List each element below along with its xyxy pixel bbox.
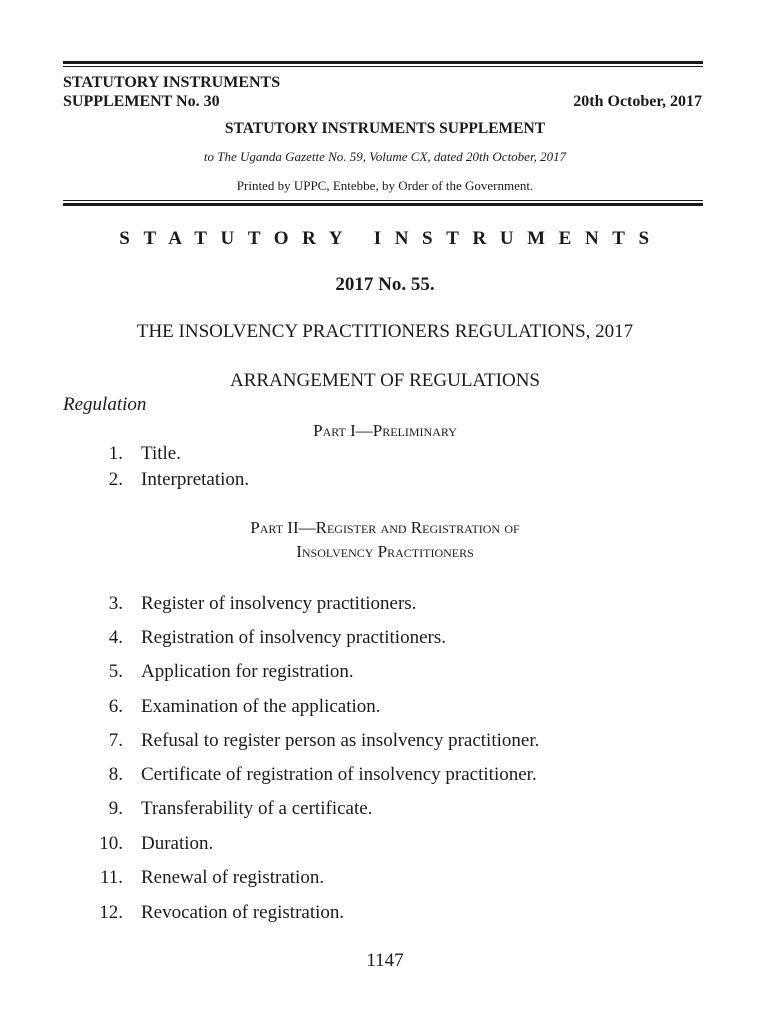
item-number: 12.: [99, 902, 123, 923]
item-number: 10.: [99, 833, 123, 854]
item-text: Revocation of registration.: [141, 902, 345, 923]
supplement-title: STATUTORY INSTRUMENTS SUPPLEMENT: [224, 120, 546, 137]
item-number: 4.: [108, 627, 123, 648]
item-text: Title.: [141, 443, 181, 464]
gazette-reference: to The Uganda Gazette No. 59, Volume CX, dated 20th October, 2017: [203, 149, 567, 164]
item-number: 8.: [108, 764, 123, 785]
item-text: Register of insolvency practitioners.: [141, 593, 417, 614]
item-number: 3.: [108, 593, 123, 614]
item-number: 1.: [108, 443, 123, 464]
item-text: Certificate of registration of insolvency practitioner.: [141, 764, 537, 785]
regulations-title: THE INSOLVENCY PRACTITIONERS REGULATIONS, 2017: [136, 321, 634, 342]
item-number: 9.: [108, 798, 123, 819]
item-text: Interpretation.: [141, 469, 250, 490]
header-date: 20th October, 2017: [573, 93, 702, 110]
arrangement-heading: ARRANGEMENT OF REGULATIONS: [230, 370, 540, 391]
header-rule-thin: [63, 200, 703, 201]
item-text: Examination of the application.: [141, 696, 381, 717]
header-supplement-number: SUPPLEMENT No. 30: [63, 93, 220, 110]
item-number: 11.: [99, 867, 123, 888]
part-1-heading: Part I—Preliminary: [313, 421, 457, 440]
item-text: Registration of insolvency practitioners.: [141, 627, 446, 648]
item-text: Application for registration.: [141, 661, 354, 682]
printed-by: Printed by UPPC, Entebbe, by Order of the Government.: [236, 178, 534, 193]
item-number: 7.: [108, 730, 123, 751]
part-2-heading-line2: Insolvency Practitioners: [296, 542, 474, 561]
header-line1: STATUTORY INSTRUMENTS: [63, 74, 281, 91]
si-heading: STATUTORY INSTRUMENTS: [119, 228, 663, 249]
page-number: 1147: [366, 950, 404, 971]
item-number: 5.: [108, 661, 123, 682]
header-rule-thick: [63, 203, 703, 206]
instrument-number: 2017 No. 55.: [335, 274, 435, 295]
item-text: Transferability of a certificate.: [141, 798, 373, 819]
part-2-heading-line1: Part II—Register and Registration of: [250, 518, 520, 537]
regulation-column-label: Regulation: [63, 394, 147, 415]
item-number: 6.: [108, 696, 123, 717]
item-number: 2.: [108, 469, 123, 490]
item-text: Renewal of registration.: [141, 867, 325, 888]
top-rule-thick: [63, 61, 703, 64]
item-text: Refusal to register person as insolvency practitioner.: [141, 730, 540, 751]
top-rule-thin: [63, 66, 703, 67]
item-text: Duration.: [141, 833, 214, 854]
